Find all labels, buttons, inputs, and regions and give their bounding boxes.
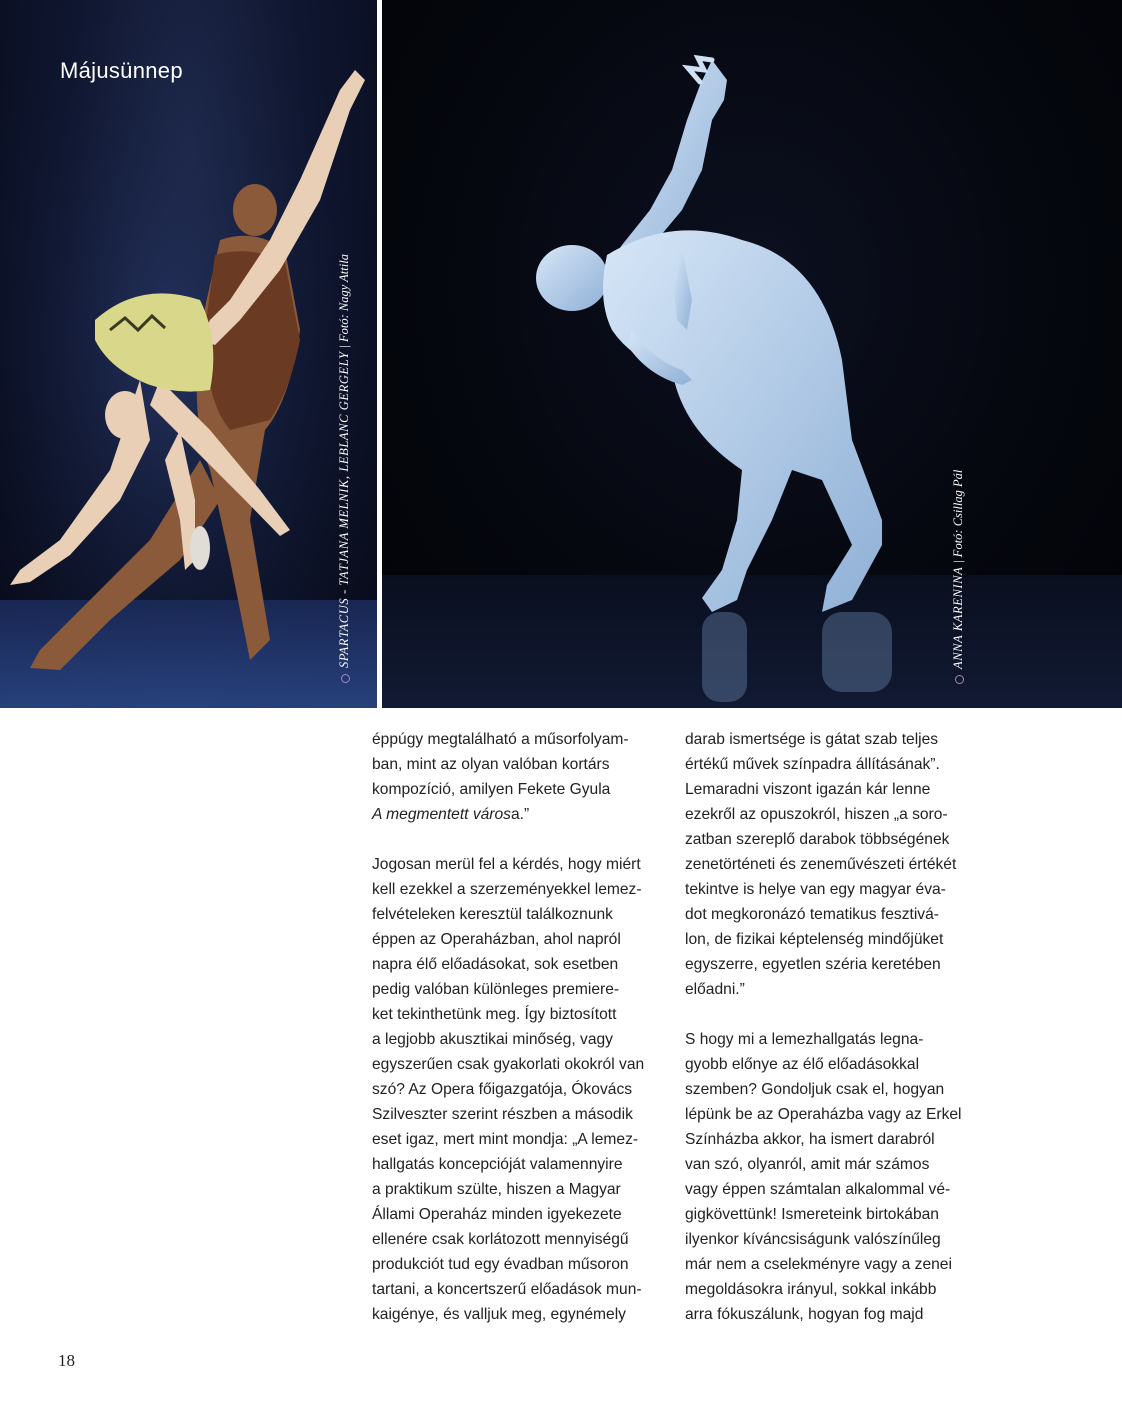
- text-line: darab ismertsége is gátat szab teljes: [685, 731, 939, 748]
- photo-credit-right: [951, 470, 966, 684]
- text-line: tekintve is helye van egy magyar éva-: [685, 881, 946, 898]
- text-line: napra élő előadásokat, sok esetben: [372, 956, 619, 973]
- credit-names: ANNA KARENINA: [951, 566, 965, 669]
- text-line: S hogy mi a lemezhallgatás legna-: [685, 1031, 924, 1048]
- text-line: Jogosan merül fel a kérdés, hogy miért: [372, 856, 641, 873]
- text-line: megoldásokra irányul, sokkal inkább: [685, 1281, 937, 1298]
- text-line: ellenére csak korlátozott mennyiségű: [372, 1231, 629, 1248]
- credit-photographer: Fotó: Nagy Attila: [337, 254, 351, 343]
- bullet-circle-icon: [955, 675, 964, 684]
- text-line: értékű művek színpadra állításának”.: [685, 756, 940, 773]
- text-line: Lemaradni viszont igazán kár lenne: [685, 781, 931, 798]
- credit-separator: |: [337, 345, 351, 349]
- dancer-illustration: [382, 0, 1122, 708]
- paragraph: [372, 852, 672, 1327]
- text-line: vagy éppen számtalan alkalommal vé-: [685, 1181, 951, 1198]
- photo-anna-karenina: [382, 0, 1122, 708]
- text-line: eset igaz, mert mint mondja: „A lemez-: [372, 1131, 639, 1148]
- section-title: Májusünnep: [60, 58, 183, 83]
- page-number: 18: [58, 1351, 75, 1370]
- text-line: Állami Operaház minden igyekezete: [372, 1206, 622, 1223]
- text-line: előadni.”: [685, 981, 745, 998]
- article-column-2: [685, 727, 985, 1327]
- text-line: tartani, a koncertszerű előadások mun-: [372, 1281, 642, 1298]
- text-line: a praktikum szülte, hiszen a Magyar: [372, 1181, 621, 1198]
- text-line: egyszerűen csak gyakorlati okokról van: [372, 1056, 645, 1073]
- text-line: kompozíció, amilyen Fekete Gyula: [372, 781, 611, 798]
- article-column-1: [372, 727, 672, 1327]
- text-line: lépünk be az Operaházba vagy az Erkel: [685, 1106, 962, 1123]
- text-line: gigkövettünk! Ismereteink birtokában: [685, 1206, 939, 1223]
- dancers-illustration: [0, 0, 377, 708]
- text-line: lon, de fizikai képtelenség mindőjüket: [685, 931, 944, 948]
- text-line: a.”: [510, 806, 530, 823]
- text-line: már nem a cselekményre vagy a zenei: [685, 1256, 952, 1273]
- text-line: éppen az Operaházban, ahol napról: [372, 931, 621, 948]
- photo-credit-left: [337, 254, 352, 683]
- text-line: Szilveszter szerint részben a második: [372, 1106, 633, 1123]
- text-line: kell ezekkel a szerzeményekkel lemez-: [372, 881, 642, 898]
- work-title: A megmentett város: [372, 806, 511, 823]
- text-line: gyobb előnye az élő előadásokkal: [685, 1056, 920, 1073]
- text-line: éppúgy megtalálható a műsorfolyam-: [372, 731, 629, 748]
- text-line: szemben? Gondoljuk csak el, hogyan: [685, 1081, 945, 1098]
- text-line: produkciót tud egy évadban műsoron: [372, 1256, 629, 1273]
- paragraph: [685, 727, 985, 1002]
- text-line: ilyenkor kíváncsiságunk valószínűleg: [685, 1231, 941, 1248]
- text-line: zatban szereplő darabok többségének: [685, 831, 950, 848]
- text-line: ezekről az opuszokról, hiszen „a soro-: [685, 806, 948, 823]
- text-line: egyszerre, egyetlen széria keretében: [685, 956, 941, 973]
- text-line: szó? Az Opera főigazgatója, Ókovács: [372, 1081, 633, 1098]
- text-line: dot megkoronázó tematikus fesztivá-: [685, 906, 939, 923]
- text-line: ket tekinthetünk meg. Így biztosított: [372, 1006, 617, 1023]
- text-line: van szó, olyanról, amit már számos: [685, 1156, 930, 1173]
- credit-separator: |: [951, 560, 965, 564]
- text-line: pedig valóban különleges premiere-: [372, 981, 620, 998]
- text-line: a legjobb akusztikai minőség, vagy: [372, 1031, 613, 1048]
- text-line: arra fókuszálunk, hogyan fog majd: [685, 1306, 924, 1323]
- photo-spartacus: [0, 0, 377, 708]
- text-line: Színházba akkor, ha ismert darabról: [685, 1131, 935, 1148]
- bullet-circle-icon: [341, 674, 350, 683]
- text-line: felvételeken keresztül találkoznunk: [372, 906, 613, 923]
- text-line: kaigénye, és valljuk meg, egynémely: [372, 1306, 626, 1323]
- credit-names: SPARTACUS - TATJANA MELNIK, LEBLANC GERGELY: [337, 351, 351, 668]
- paragraph: [372, 727, 672, 827]
- text-line: zenetörténeti és zeneművészeti értékét: [685, 856, 957, 873]
- credit-photographer: Fotó: Csillag Pál: [951, 469, 965, 558]
- text-line: hallgatás koncepcióját valamennyire: [372, 1156, 623, 1173]
- text-line: ban, mint az olyan valóban kortárs: [372, 756, 610, 773]
- paragraph: [685, 1027, 985, 1327]
